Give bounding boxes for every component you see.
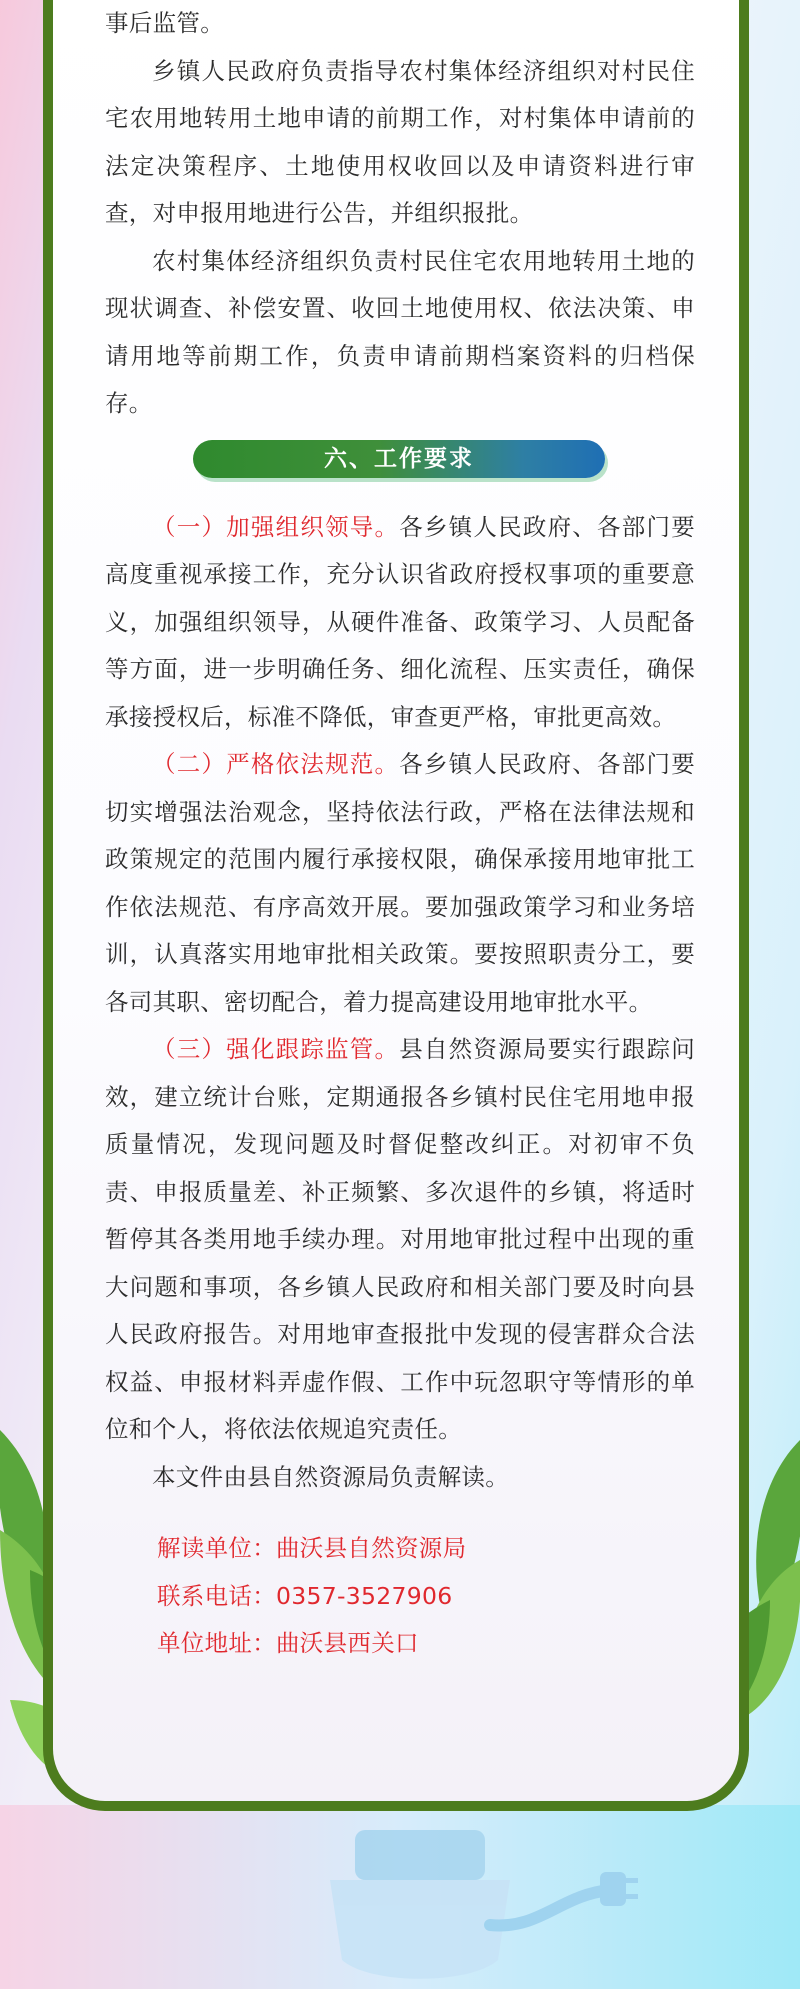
requirement-heading: （一）加强组织领导。 bbox=[152, 512, 400, 541]
section-header bbox=[105, 428, 695, 504]
requirement-body: 县自然资源局要实行跟踪问效，建立统计台账，定期通报各乡镇村民住宅用地申报质量情况，发现问题及时督促整改纠正。对初审不负责、申报质量差、补正频繁、多次退件的乡镇，将适时暂停其各类用地手续办理。对用地审批过程中出现的重大问题和事项，各乡镇人民政府和相关部门要及时向县人民政府报告。对用地审查报批中发现的侵害群众合法权益、申报材料弄虚作假、工作中玩忽职守等情形的单位和个人，将依法依规追究责任。 bbox=[105, 1035, 695, 1443]
paragraph: 农村集体经济组织负责村民住宅农用地转用土地的现状调查、补偿安置、收回土地使用权、依法决策、申请用地等前期工作，负责申请前期档案资料的归档保存。 bbox=[105, 246, 695, 417]
contact-phone: 联系电话：0357-3527906 bbox=[157, 1581, 453, 1610]
requirement-item bbox=[105, 741, 695, 1026]
closing-note: 本文件由县自然资源局负责解读。 bbox=[152, 1462, 509, 1491]
section-title: 六、工作要求 bbox=[193, 440, 605, 478]
requirement-item bbox=[105, 1026, 695, 1454]
plug-icon bbox=[490, 1872, 638, 1925]
requirement-heading: （二）严格依法规范。 bbox=[152, 750, 400, 778]
requirement-item bbox=[105, 504, 695, 742]
contact-unit: 解读单位：曲沃县自然资源局 bbox=[157, 1534, 467, 1562]
contact-address: 单位地址：曲沃县西关口 bbox=[157, 1629, 419, 1657]
paragraph: 事后监管。 bbox=[105, 9, 224, 37]
requirement-heading: （三）强化跟踪监管。 bbox=[152, 1035, 400, 1063]
document-body bbox=[105, 0, 695, 1668]
requirement-body: 各乡镇人民政府、各部门要切实增强法治观念，坚持依法行政，严格在法律法规和政策规定的范围内履行承接权限，确保承接用地审批工作依法规范、有序高效开展。要加强政策学习和业务培训，认真落实用地审批相关政策。要按照职责分工，要各司其职、密切配合，着力提高建设用地审批水平。 bbox=[105, 750, 695, 1016]
paragraph: 乡镇人民政府负责指导农村集体经济组织对村民住宅农用地转用土地申请的前期工作，对村集体申请前的法定决策程序、土地使用权收回以及申请资料进行审查，对申报用地进行公告，并组织报批。 bbox=[105, 56, 695, 227]
spacer bbox=[105, 1501, 695, 1525]
requirement-body: 各乡镇人民政府、各部门要高度重视承接工作，充分认识省政府授权事项的重要意义，加强组织领导，从硬件准备、政策学习、人员配备等方面，进一步明确任务、细化流程、压实责任，确保承接授权后，标准不降低，审查更严格，审批更高效。 bbox=[105, 512, 695, 731]
